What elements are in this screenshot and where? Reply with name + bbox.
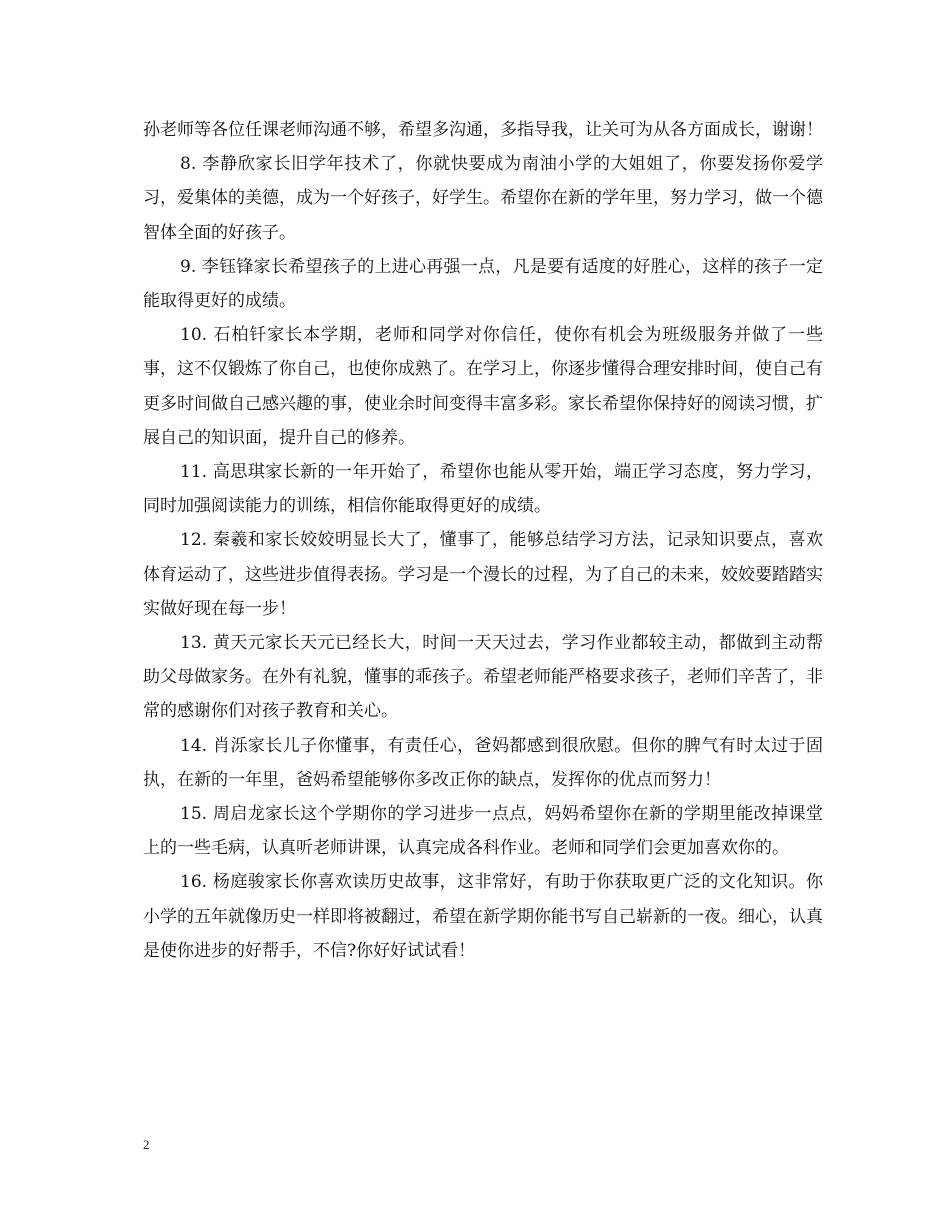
paragraph-item-13: 13. 黄天元家长天元已经长大，时间一天天过去，学习作业都较主动，都做到主动帮助父母做家务。在外有礼貌，懂事的乖孩子。希望老师能严格要求孩子，老师们辛苦了，非常的感谢你们对孩子教育和关心。 bbox=[143, 633, 823, 722]
paragraph-continuation: 孙老师等各位任课老师沟通不够，希望多沟通，多指导我，让关可为从各方面成长，谢谢！ bbox=[143, 120, 823, 140]
paragraph-item-11: 11. 高思琪家长新的一年开始了，希望你也能从零开始，端正学习态度，努力学习，同时加强阅读能力的训练，相信你能取得更好的成绩。 bbox=[143, 462, 823, 517]
paragraph-item-9: 9. 李钰锋家长希望孩子的上进心再强一点，凡是要有适度的好胜心，这样的孩子一定能取得更好的成绩。 bbox=[143, 256, 823, 312]
paragraph-item-10: 10. 石柏钎家长本学期，老师和同学对你信任，使你有机会为班级服务并做了一些事，这不仅锻炼了你自己，也使你成熟了。在学习上，你逐步懂得合理安排时间，使自己有更多时间做自己感兴趣的事，使业余时间变得丰富多彩。家长希望你保持好的阅读习惯，扩展自己的知识面，提升自己的修养。 bbox=[143, 325, 823, 448]
paragraph-item-14: 14. 肖泺家长儿子你懂事，有责任心，爸妈都感到很欣慰。但你的脾气有时太过于固执，在新的一年里，爸妈希望能够你多改正你的缺点，发挥你的优点而努力！ bbox=[143, 735, 823, 790]
document-body bbox=[143, 113, 823, 968]
page-number: 2 bbox=[143, 1137, 150, 1152]
paragraph-item-12: 12. 秦羲和家长姣姣明显长大了，懂事了，能够总结学习方法，记录知识要点，喜欢体育运动了，这些进步值得表扬。学习是一个漫长的过程，为了自己的未来，姣姣要踏踏实实做好现在每一步！ bbox=[143, 530, 823, 619]
paragraph-item-15: 15. 周启龙家长这个学期你的学习进步一点点，妈妈希望你在新的学期里能改掉课堂上的一些毛病，认真听老师讲课，认真完成各科作业。老师和同学们会更加喜欢你的。 bbox=[143, 804, 823, 859]
paragraph-item-16: 16. 杨庭骏家长你喜欢读历史故事，这非常好，有助于你获取更广泛的文化知识。你小学的五年就像历史一样即将被翻过，希望在新学期你能书写自己崭新的一夜。细心，认真是使你进步的好帮手，不信?你好好试试看！ bbox=[143, 872, 823, 961]
paragraph-item-8: 8. 李静欣家长旧学年技术了，你就快要成为南油小学的大姐姐了，你要发扬你爱学习，爱集体的美德，成为一个好孩子，好学生。希望你在新的学年里，努力学习，做一个德智体全面的好孩子。 bbox=[143, 154, 823, 243]
